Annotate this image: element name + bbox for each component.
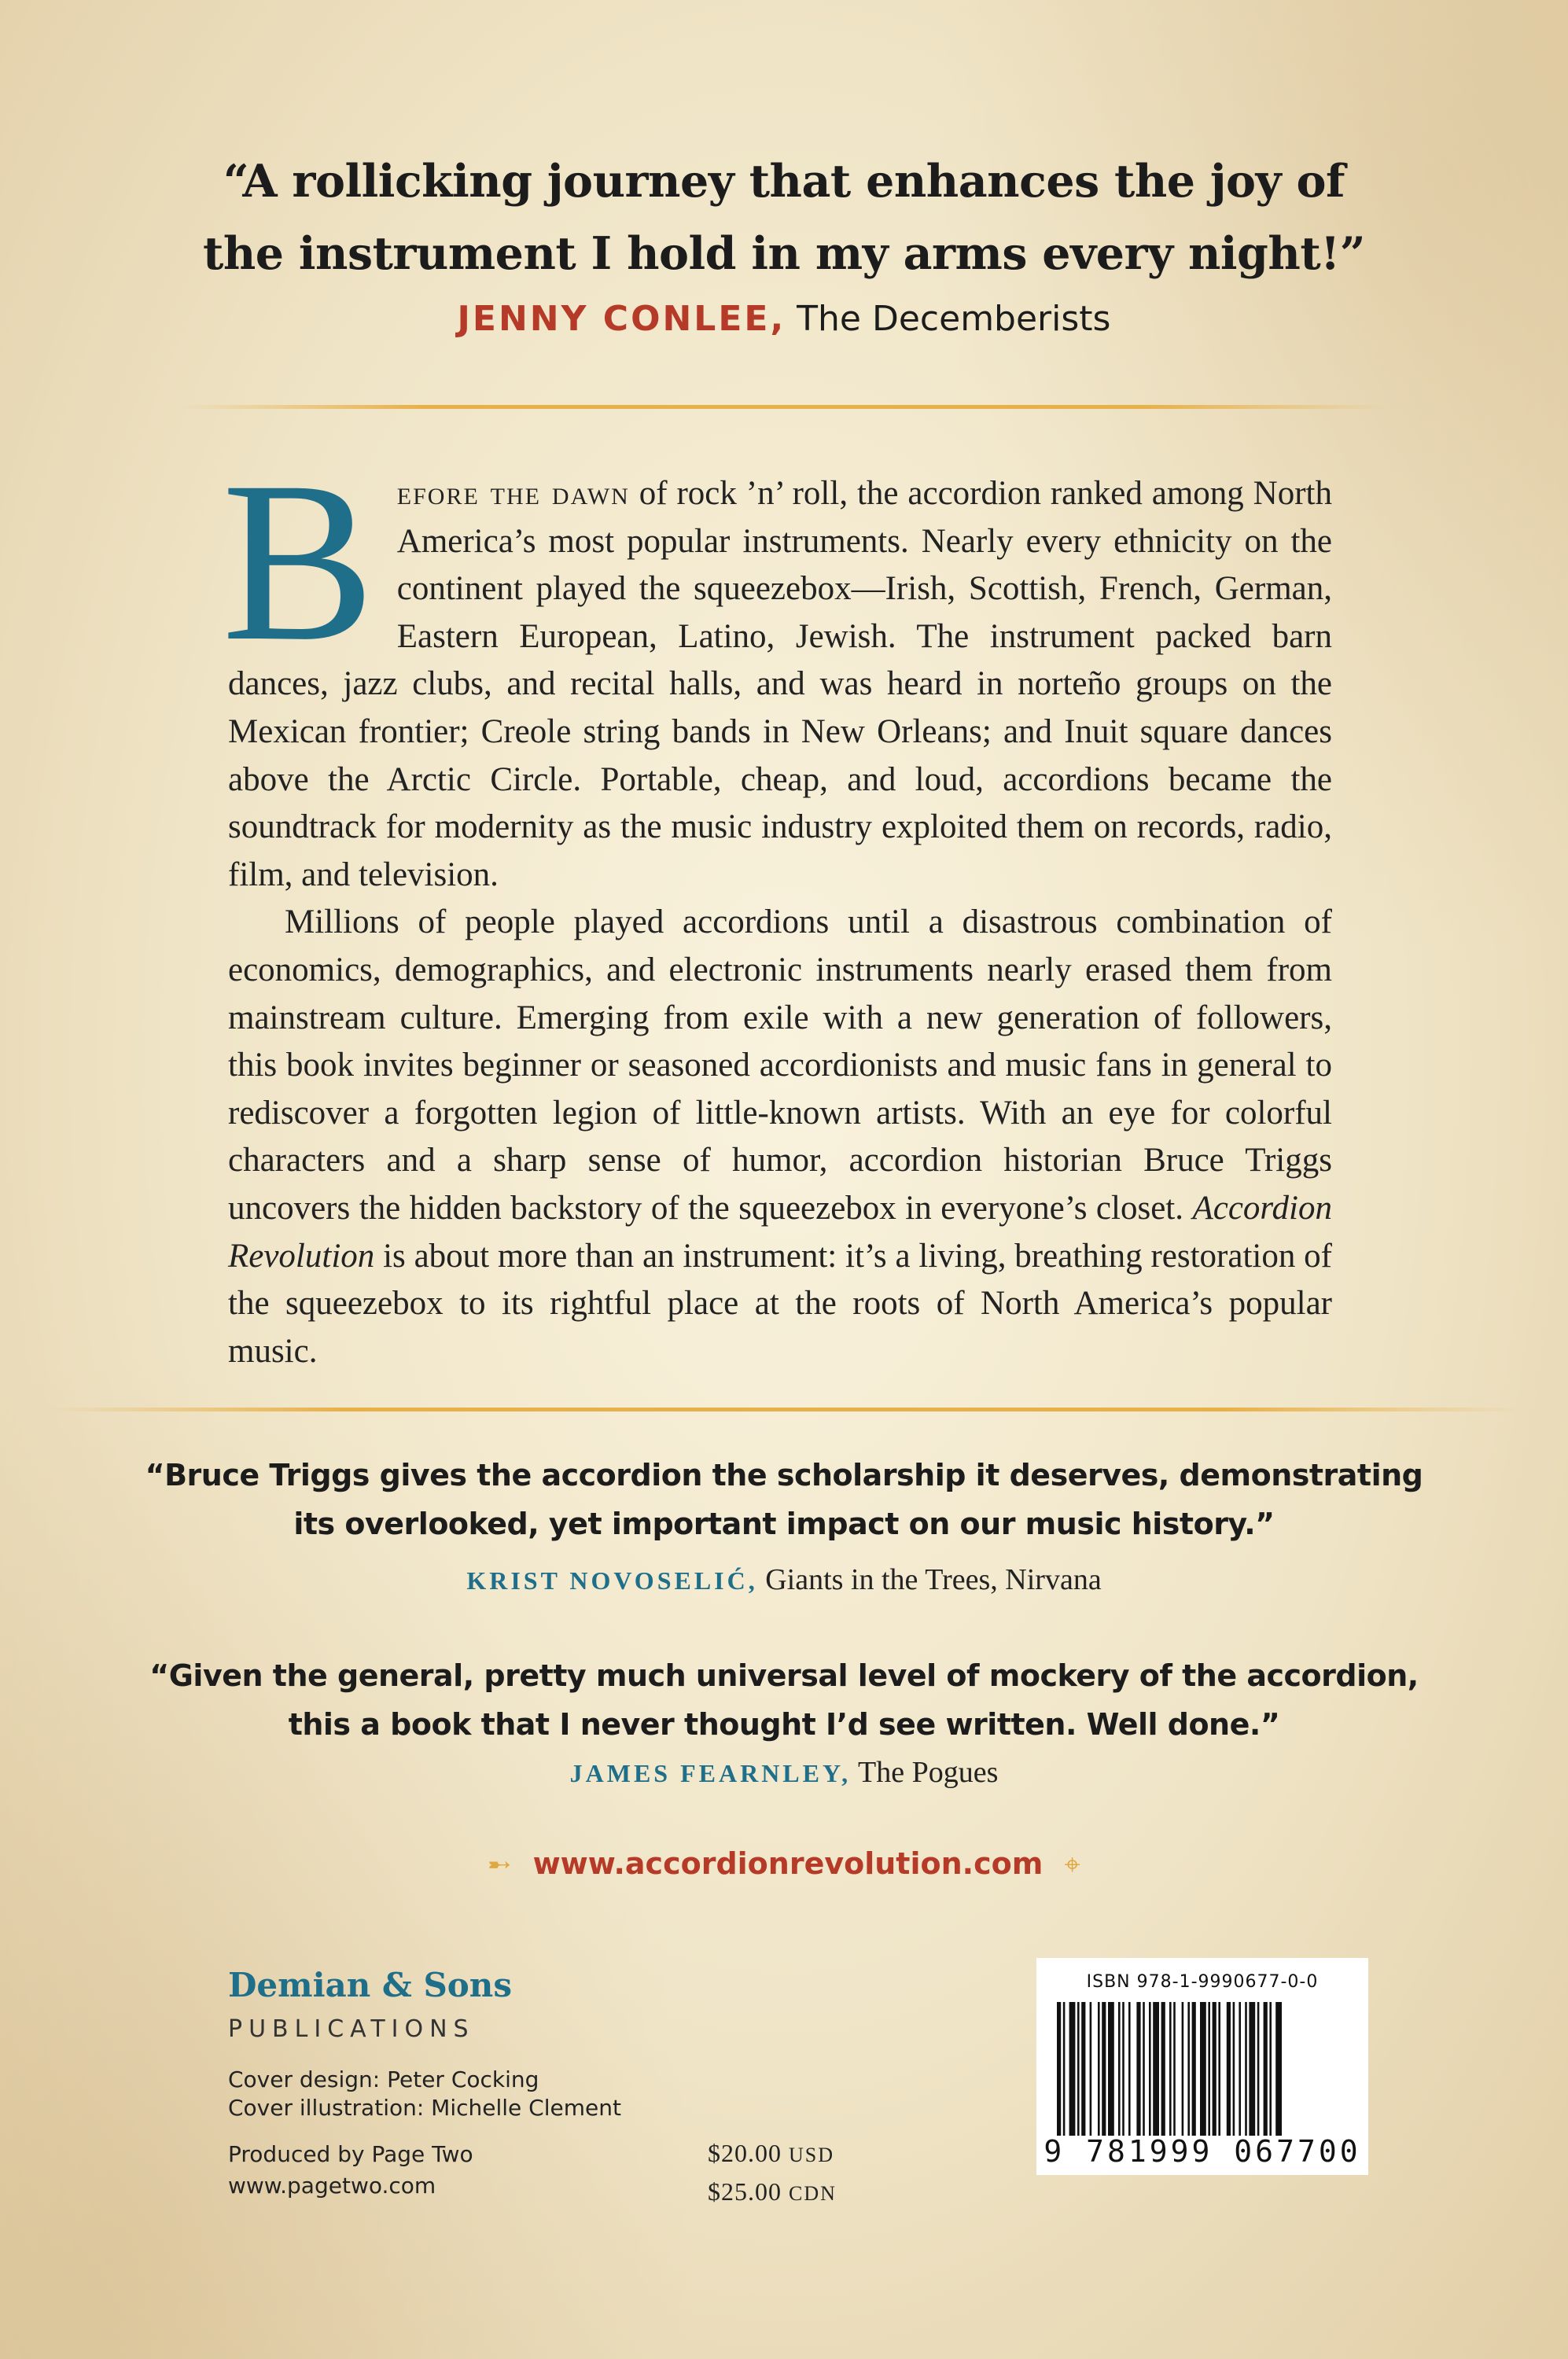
arrow-ornament-left-icon: ➸ xyxy=(488,1849,512,1881)
price-usd-currency: USD xyxy=(789,2144,835,2166)
blurb-1-affiliation: Giants in the Trees, Nirvana xyxy=(765,1563,1102,1596)
gold-divider-bottom xyxy=(47,1408,1521,1411)
producer-website: www.pagetwo.com xyxy=(228,2173,436,2199)
lead-in-smallcaps: efore the dawn xyxy=(396,475,630,512)
price-usd xyxy=(708,2135,837,2173)
blurb-2-line-2: this a book that I never thought I’d see written. Well done.” xyxy=(288,1707,1280,1742)
paragraph-2-text-b: is about more than an instrument: it’s a living, breathing restoration of the squeezebox to its rightful place at the roots of North America’s popular music. xyxy=(228,1237,1332,1370)
blurb-1-author: KRIST NOVOSELIĆ, xyxy=(466,1566,758,1595)
publisher-subtitle: PUBLICATIONS xyxy=(228,2015,475,2043)
description-paragraph-1 xyxy=(222,435,1332,899)
cover-illustration-credit: Cover illustration: Michelle Clement xyxy=(228,2095,621,2121)
top-blurb-affiliation: The Decemberists xyxy=(797,299,1111,339)
barcode-number: 9 781999 067700 xyxy=(1043,2134,1361,2169)
top-blurb-quote xyxy=(0,145,1568,290)
prices xyxy=(708,2135,837,2212)
blurb-1-line-2: its overlooked, yet important impact on our music history.” xyxy=(293,1507,1275,1541)
production-credits xyxy=(228,2139,473,2202)
top-blurb-author: JENNY CONLEE, xyxy=(457,299,786,339)
blurb-2-attribution xyxy=(0,1755,1568,1790)
blurb-2-line-1: “Given the general, pretty much universal level of mockery of the accordion, xyxy=(149,1658,1419,1693)
cover-credits xyxy=(228,2066,621,2122)
website-line xyxy=(0,1846,1568,1882)
produced-by: Produced by Page Two xyxy=(228,2141,473,2167)
book-title-italic: Accordion Revolution xyxy=(228,1189,1332,1275)
blurb-2-affiliation: The Pogues xyxy=(857,1756,999,1789)
blurb-quote-2 xyxy=(0,1651,1568,1749)
price-cdn xyxy=(708,2173,837,2212)
paragraph-1-text: of rock ’n’ roll, the accordion ranked among North America’s most popular instruments. Nearly every ethnicity on the continent played the squeezebox—Irish, Scottish, French, German, Eastern European, Latino, Jewish. The instrument packed barn dances, jazz clubs, and recital halls, and was heard in norteño groups on the Mexican frontier; Creole string bands in New Orleans; and Inuit square dances above the Arctic Circle. Portable, cheap, and loud, accordions became the soundtrack for modernity as the music industry exploited them on records, radio, film, and television. xyxy=(228,475,1332,893)
gold-divider-top xyxy=(181,405,1387,409)
publisher-logo xyxy=(228,1966,512,2043)
isbn-label: ISBN 978-1-9990677-0-0 xyxy=(1086,1972,1319,1992)
website-url[interactable]: www.accordionrevolution.com xyxy=(532,1846,1043,1881)
barcode-bars xyxy=(1057,2002,1348,2136)
drop-cap: B xyxy=(222,435,375,689)
price-usd-amount: $20.00 xyxy=(708,2139,782,2167)
arrow-ornament-right-icon: ⌖ xyxy=(1064,1849,1080,1881)
top-blurb-attribution xyxy=(0,299,1568,339)
top-blurb-line-2: the instrument I hold in my arms every night!” xyxy=(203,227,1365,280)
price-cdn-amount: $25.00 xyxy=(708,2177,782,2206)
blurb-2-author: JAMES FEARNLEY, xyxy=(569,1759,852,1787)
paragraph-2-text-a: Millions of people played accordions until a disastrous combination of economics, demographics, and electronic instruments nearly erased them from mainstream culture. Emerging from exile with a new generation of followers, this book invites beginner or seasoned accordionists and music fans in general to rediscover a forgotten legion of little-known artists. With an eye for colorful characters and a sharp sense of humor, accordion historian Bruce Triggs uncovers the hidden backstory of the squeezebox in everyone’s closet. xyxy=(228,903,1332,1227)
blurb-quote-1 xyxy=(0,1451,1568,1548)
top-blurb-line-1: “A rollicking journey that enhances the joy of xyxy=(223,155,1345,208)
description-paragraph-2 xyxy=(228,899,1332,1375)
cover-design-credit: Cover design: Peter Cocking xyxy=(228,2066,539,2092)
book-description xyxy=(222,435,1332,1375)
publisher-name: Demian & Sons xyxy=(228,1966,512,2004)
blurb-1-line-1: “Bruce Triggs gives the accordion the scholarship it deserves, demonstrating xyxy=(145,1458,1423,1492)
isbn-barcode xyxy=(1036,1958,1368,2175)
price-cdn-currency: CDN xyxy=(789,2182,837,2205)
blurb-1-attribution xyxy=(0,1562,1568,1597)
